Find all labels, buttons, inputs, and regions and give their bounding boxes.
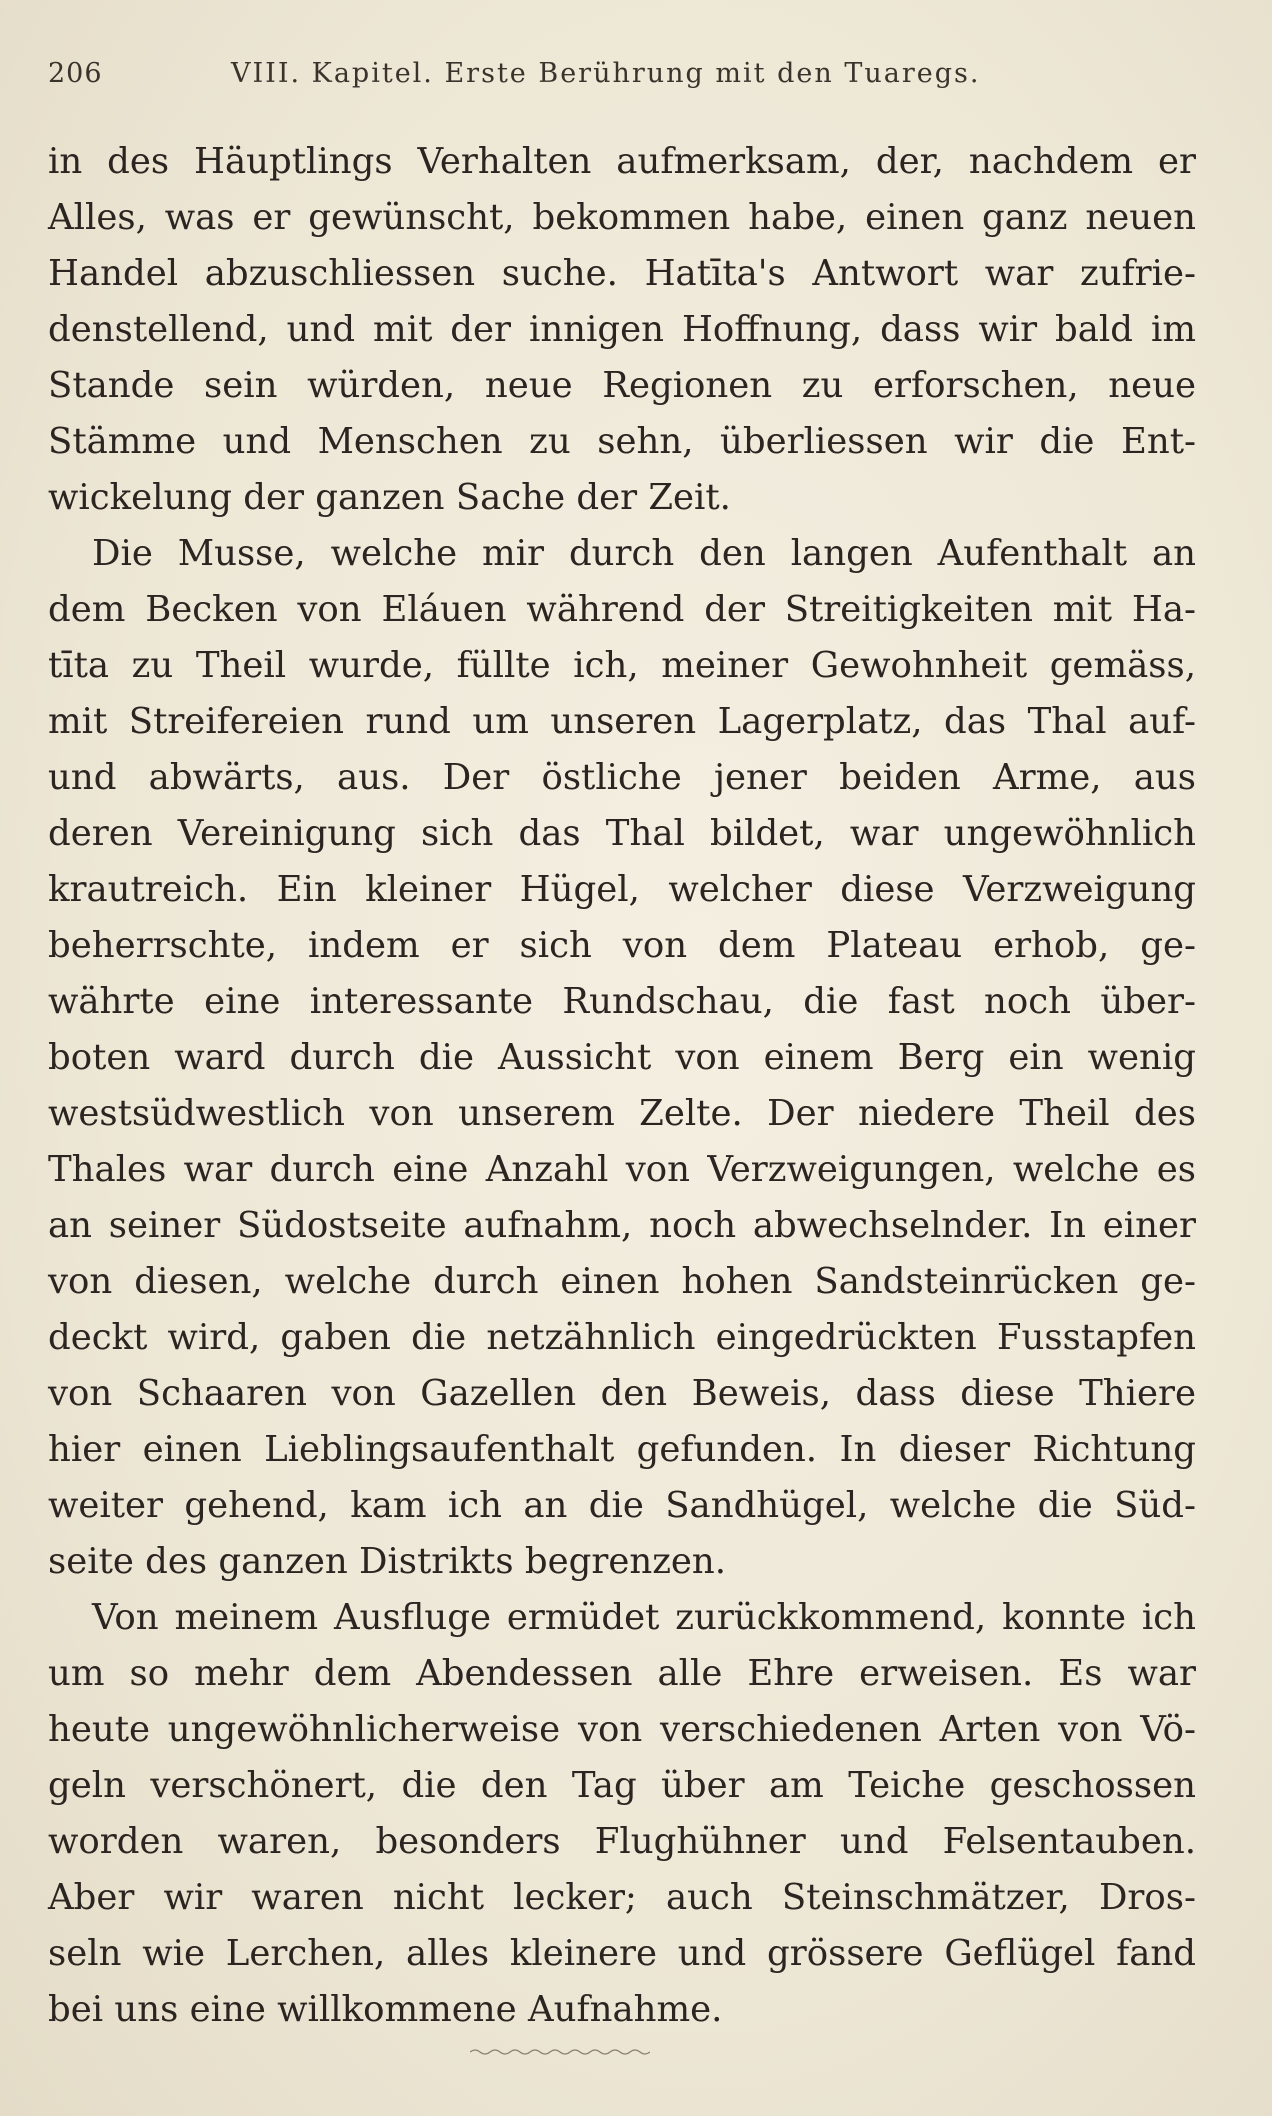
- text-line: denstellend, und mit der innigen Hoffnung, dass wir bald im: [48, 309, 1196, 350]
- text-line: von Schaaren von Gazellen den Beweis, dass diese Thiere: [48, 1373, 1196, 1414]
- running-head: VIII. Kapitel. Erste Berührung mit den Tuaregs.: [231, 58, 981, 89]
- text-line: worden waren, besonders Flughühner und Felsentauben.: [48, 1821, 1196, 1862]
- text-line: Von meinem Ausfluge ermüdet zurückkommend, konnte ich: [92, 1597, 1196, 1638]
- text-line: deren Vereinigung sich das Thal bildet, war ungewöhnlich: [48, 813, 1196, 854]
- paragraph-1: [48, 134, 1196, 526]
- text-line: Die Musse, welche mir durch den langen Aufenthalt an: [92, 533, 1196, 574]
- text-line: westsüdwestlich von unserem Zelte. Der niedere Theil des: [48, 1093, 1196, 1134]
- text-line: von diesen, welche durch einen hohen Sandsteinrücken ge-: [48, 1261, 1196, 1302]
- page-header: [48, 58, 1198, 98]
- text-line: in des Häuptlings Verhalten aufmerksam, der, nachdem er: [48, 141, 1196, 182]
- text-line: dem Becken von Eláuen während der Streitigkeiten mit Ha-: [48, 589, 1196, 630]
- text-line: Thales war durch eine Anzahl von Verzweigungen, welche es: [48, 1149, 1196, 1190]
- text-line: Stande sein würden, neue Regionen zu erforschen, neue: [48, 365, 1196, 406]
- text-line: krautreich. Ein kleiner Hügel, welcher diese Verzweigung: [48, 869, 1196, 910]
- text-line: wickelung der ganzen Sache der Zeit.: [48, 477, 731, 518]
- text-line: Aber wir waren nicht lecker; auch Steinschmätzer, Dros-: [48, 1877, 1196, 1918]
- text-line: boten ward durch die Aussicht von einem Berg ein wenig: [48, 1037, 1196, 1078]
- text-line: heute ungewöhnlicherweise von verschiedenen Arten von Vö-: [48, 1709, 1196, 1750]
- text-line: um so mehr dem Abendessen alle Ehre erweisen. Es war: [48, 1653, 1196, 1694]
- wavy-rule-ornament: [470, 2048, 650, 2056]
- paragraph-2: [48, 526, 1196, 1590]
- text-line: mit Streifereien rund um unseren Lagerplatz, das Thal auf-: [48, 701, 1196, 742]
- text-line: und abwärts, aus. Der östliche jener beiden Arme, aus: [48, 757, 1196, 798]
- body-text: [48, 134, 1196, 2038]
- page-number: 206: [48, 58, 103, 89]
- text-line: seite des ganzen Distrikts begrenzen.: [48, 1541, 727, 1582]
- text-line: an seiner Südostseite aufnahm, noch abwechselnder. In einer: [48, 1205, 1196, 1246]
- text-line: Handel abzuschliessen suche. Hatīta's Antwort war zufrie-: [48, 253, 1196, 294]
- text-line: hier einen Lieblingsaufenthalt gefunden. In dieser Richtung: [48, 1429, 1196, 1470]
- paragraph-3: [48, 1590, 1196, 2038]
- text-line: weiter gehend, kam ich an die Sandhügel, welche die Süd-: [48, 1485, 1196, 1526]
- text-line: geln verschönert, die den Tag über am Teiche geschossen: [48, 1765, 1196, 1806]
- text-line: beherrschte, indem er sich von dem Plateau erhob, ge-: [48, 925, 1196, 966]
- text-line: deckt wird, gaben die netzähnlich eingedrückten Fusstapfen: [48, 1317, 1196, 1358]
- text-line: seln wie Lerchen, alles kleinere und grössere Geflügel fand: [48, 1933, 1196, 1974]
- text-line: bei uns eine willkommene Aufnahme.: [48, 1989, 723, 2030]
- text-line: Alles, was er gewünscht, bekommen habe, einen ganz neuen: [48, 197, 1196, 238]
- text-line: Stämme und Menschen zu sehn, überliessen wir die Ent-: [48, 421, 1196, 462]
- text-line: währte eine interessante Rundschau, die fast noch über-: [48, 981, 1196, 1022]
- text-line: tīta zu Theil wurde, füllte ich, meiner Gewohnheit gemäss,: [48, 645, 1196, 686]
